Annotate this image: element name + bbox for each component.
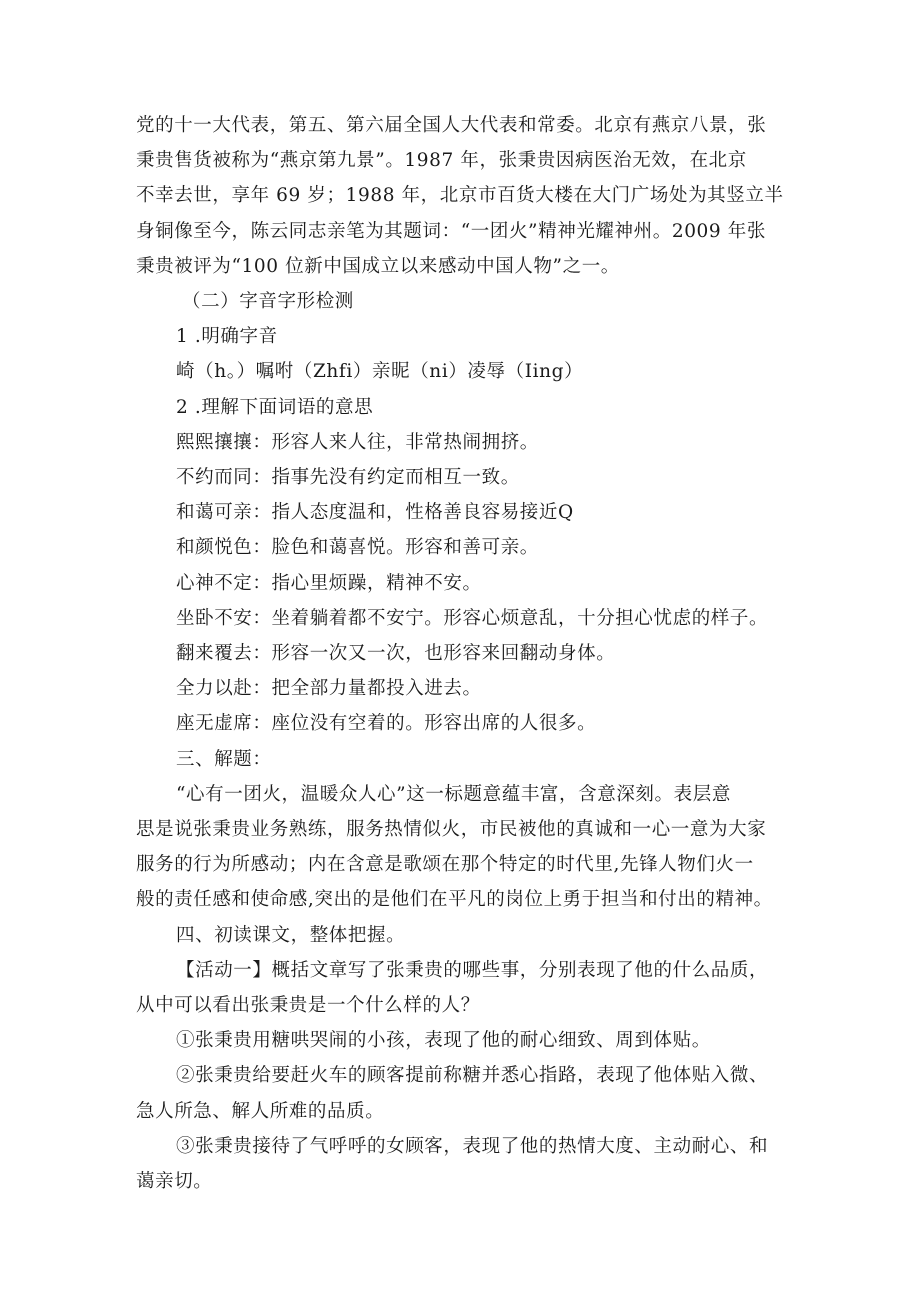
intro-line: 秉贵售货被称为“燕京第九景”。1987 年，张秉贵因病医治无效，在北京 <box>136 150 747 172</box>
intro-line: 党的十一大代表，第五、第六届全国人大代表和常委。北京有燕京八景，张 <box>136 115 767 136</box>
title-section-paragraph <box>136 777 800 918</box>
title-section-line: “心有一团火，温暖众人心”这一标题意蕴丰富，含意深刻。表层意 <box>176 783 731 805</box>
reading-heading: 四、初读课文，整体把握。 <box>176 924 406 946</box>
pronunciation-line: 崎（h。）嘱咐（Zhfi）亲昵（ni）凌辱（Iing） <box>176 361 584 383</box>
activity-one-paragraph <box>136 953 800 1023</box>
answer-line: ②张秉贵给要赶火车的顾客提前称糖并悉心指路，表现了他体贴入微、 <box>176 1065 769 1087</box>
vocab-item: 心神不定：指心里烦躁，精神不安。 <box>176 572 482 594</box>
title-section-line: 服务的行为所感动；内在含意是歌颂在那个特定的时代里,先锋人物们火一 <box>136 854 754 876</box>
title-section-heading: 三、解题： <box>176 748 272 770</box>
intro-line: 秉贵被评为“100 位新中国成立以来感动中国人物”之一。 <box>136 255 620 277</box>
vocab-item: 不约而同：指事先没有约定而相互一致。 <box>176 467 520 489</box>
intro-line: 不幸去世，享年 69 岁；1988 年，北京市百货大楼在大门广场处为其竖立半 <box>136 185 784 207</box>
title-section-line: 般的责任感和使命感,突出的是他们在平凡的岗位上勇于担当和付出的精神。 <box>136 889 773 911</box>
answer-line: 急人所急、解人所难的品质。 <box>136 1100 385 1122</box>
title-section-line: 思是说张秉贵业务熟练，服务热情似火，市民被他的真诚和一心一意为大家 <box>136 819 767 841</box>
intro-paragraph <box>136 108 800 284</box>
activity-line: 【活动一】概括文章写了张秉贵的哪些事，分别表现了他的什么品质， <box>176 959 769 981</box>
vocab-item: 坐卧不安：坐着躺着都不安宁。形容心烦意乱，十分担心忧虑的样子。 <box>176 607 769 629</box>
intro-line: 身铜像至今，陈云同志亲笔为其题词：“一团火”精神光耀神州。2009 年张 <box>136 220 766 242</box>
answer-line: ③张秉贵接待了气呼呼的女顾客，表现了他的热情大度、主动耐心、和 <box>176 1135 769 1157</box>
answer-line: ①张秉贵用糖哄哭闹的小孩，表现了他的耐心细致、周到体贴。 <box>176 1030 711 1052</box>
vocab-heading: 2 .理解下面词语的意思 <box>176 396 374 418</box>
answer-line: 蔼亲切。 <box>136 1171 213 1193</box>
vocab-item: 熙熙攘攘：形容人来人往，非常热闹拥挤。 <box>176 431 539 453</box>
vocab-list <box>136 425 800 742</box>
check-heading: （二）字音字形检测 <box>182 291 354 313</box>
answer-list <box>136 1023 800 1199</box>
pronunciation-heading: 1 .明确字音 <box>176 326 278 348</box>
activity-line: 从中可以看出张秉贵是一个什么样的人？ <box>136 995 480 1017</box>
vocab-item: 和蔼可亲：指人态度温和，性格善良容易接近Q <box>176 502 574 524</box>
vocab-item: 座无虚席：座位没有空着的。形容出席的人很多。 <box>176 713 597 735</box>
vocab-item: 和颜悦色：脸色和蔼喜悦。形容和善可亲。 <box>176 537 539 559</box>
vocab-item: 全力以赴：把全部力量都投入进去。 <box>176 678 482 700</box>
vocab-item: 翻来覆去：形容一次又一次，也形容来回翻动身体。 <box>176 643 616 665</box>
